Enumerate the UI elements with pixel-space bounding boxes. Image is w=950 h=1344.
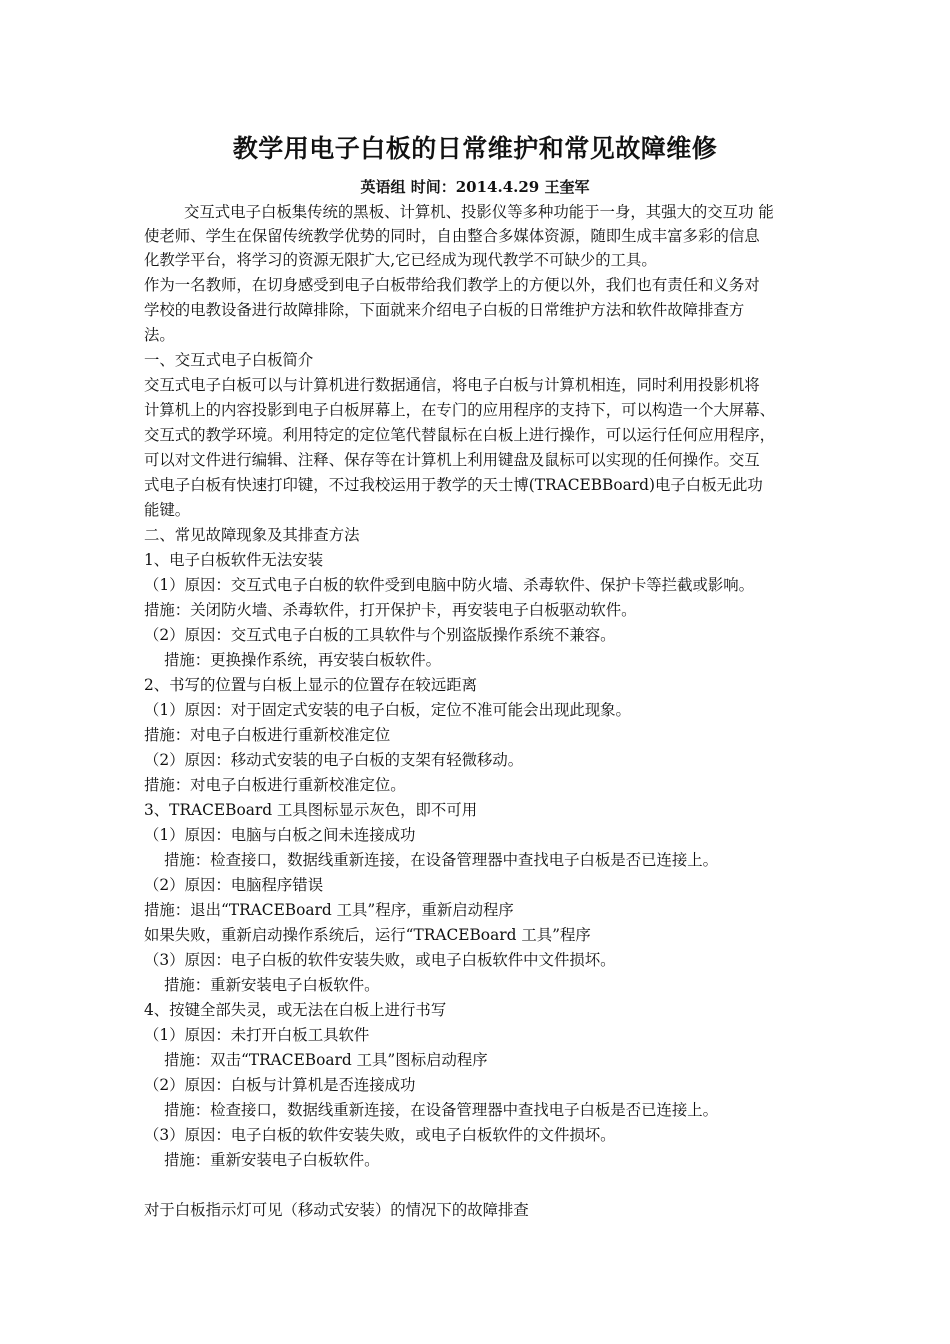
subsection-heading: 3、TRACEBoard 工具图标显示灰色，即不可用	[144, 801, 478, 819]
cause-line: （2）原因：交互式电子白板的工具软件与个别盗版操作系统不兼容。	[144, 626, 616, 644]
cause-line: （1）原因：对于固定式安装的电子白板，定位不准可能会出现此现象。	[144, 701, 631, 719]
paragraph-line: 对于白板指示灯可见（移动式安装）的情况下的故障排查	[144, 1201, 529, 1219]
cause-line: （3）原因：电子白板的软件安装失败，或电子白板软件的文件损坏。	[144, 1126, 616, 1144]
cause-line: （2）原因：白板与计算机是否连接成功	[144, 1076, 416, 1094]
cause-line: （1）原因：未打开白板工具软件	[144, 1026, 370, 1044]
subsection-heading: 4、按键全部失灵，或无法在白板上进行书写	[144, 1001, 447, 1019]
paragraph-line: 使老师、学生在保留传统教学优势的同时，自由整合多媒体资源，随即生成丰富多彩的信息	[144, 227, 760, 245]
paragraph-line: 交互式的教学环境。利用特定的定位笔代替鼠标在白板上进行操作，可以运行任何应用程序，	[144, 426, 776, 444]
subsection-heading: 2、书写的位置与白板上显示的位置存在较远距离	[144, 676, 477, 694]
measure-line: 措施：退出“TRACEBoard 工具”程序，重新启动程序	[144, 901, 514, 919]
cause-line: （2）原因：移动式安装的电子白板的支架有轻微移动。	[144, 751, 524, 769]
document-title: 教学用电子白板的日常维护和常见故障维修	[232, 134, 718, 163]
section-heading: 一、交互式电子白板简介	[144, 351, 314, 369]
measure-line: 措施：对电子白板进行重新校准定位。	[144, 776, 406, 794]
cause-line: （2）原因：电脑程序错误	[144, 876, 324, 894]
paragraph-line: 式电子白板有快速打印键，不过我校运用于教学的天士博(TRACEBBoard)电子白板无此功	[144, 476, 763, 494]
cause-line: （3）原因：电子白板的软件安装失败，或电子白板软件中文件损坏。	[144, 951, 616, 969]
measure-line: 措施：关闭防火墙、杀毒软件，打开保护卡，再安装电子白板驱动软件。	[144, 601, 637, 619]
measure-line: 措施：对电子白板进行重新校准定位	[144, 726, 391, 744]
measure-line: 措施：更换操作系统，再安装白板软件。	[164, 651, 442, 669]
cause-line: （1）原因：交互式电子白板的软件受到电脑中防火墙、杀毒软件、保护卡等拦截或影响。	[144, 576, 755, 594]
paragraph-line: 可以对文件进行编辑、注释、保存等在计算机上利用键盘及鼠标可以实现的任何操作。交互	[144, 451, 760, 469]
paragraph-line: 能键。	[144, 501, 191, 519]
measure-line: 措施：检查接口，数据线重新连接，在设备管理器中查找电子白板是否已连接上。	[164, 1101, 719, 1119]
paragraph-line: 作为一名教师，在切身感受到电子白板带给我们教学上的方便以外，我们也有责任和义务对	[144, 276, 760, 294]
paragraph-line: 交互式电子白板集传统的黑板、计算机、投影仪等多种功能于一身，其强大的交互功 能	[184, 203, 774, 221]
subsection-heading: 1、电子白板软件无法安装	[144, 551, 324, 569]
paragraph-line: 交互式电子白板可以与计算机进行数据通信，将电子白板与计算机相连，同时利用投影机将	[144, 376, 760, 394]
paragraph-line: 法。	[144, 326, 175, 344]
measure-line: 措施：双击“TRACEBoard 工具”图标启动程序	[164, 1051, 488, 1069]
paragraph-line: 学校的电教设备进行故障排除，下面就来介绍电子白板的日常维护方法和软件故障排查方	[144, 301, 745, 319]
measure-line: 措施：检查接口，数据线重新连接，在设备管理器中查找电子白板是否已连接上。	[164, 851, 719, 869]
section-heading: 二、常见故障现象及其排查方法	[144, 526, 360, 544]
paragraph-line: 计算机上的内容投影到电子白板屏幕上，在专门的应用程序的支持下，可以构造一个大屏幕、	[144, 401, 776, 419]
measure-line: 措施：重新安装电子白板软件。	[164, 1151, 380, 1169]
document-subtitle: 英语组 时间：2014.4.29 王奎军	[360, 178, 590, 196]
paragraph-line: 化教学平台，将学习的资源无限扩大,它已经成为现代教学不可缺少的工具。	[144, 251, 657, 269]
paragraph-line: 如果失败，重新启动操作系统后，运行“TRACEBoard 工具”程序	[144, 926, 591, 944]
measure-line: 措施：重新安装电子白板软件。	[164, 976, 380, 994]
cause-line: （1）原因：电脑与白板之间未连接成功	[144, 826, 416, 844]
